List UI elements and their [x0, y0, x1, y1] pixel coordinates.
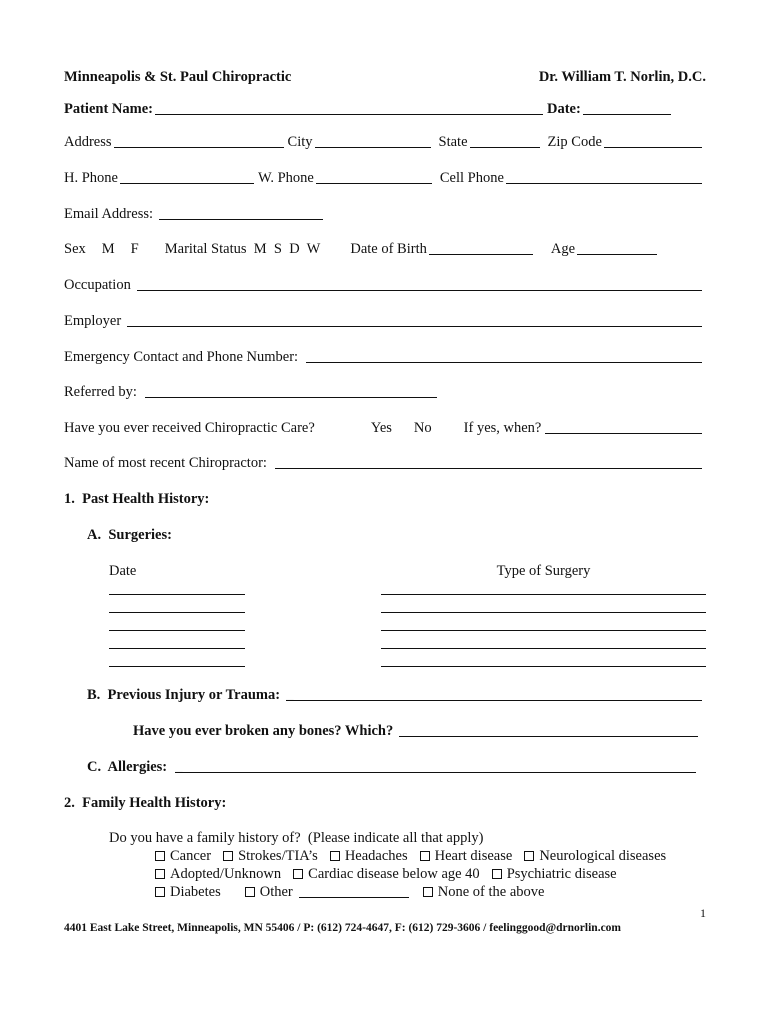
- surgery-type-field[interactable]: [381, 594, 706, 595]
- adopted-label: Adopted/Unknown: [170, 866, 282, 882]
- sex-label: Sex: [64, 241, 86, 257]
- allergies-label: C. Allergies:: [87, 759, 168, 775]
- patient-name-row: [64, 98, 706, 118]
- chiro-yes-option[interactable]: Yes: [370, 420, 392, 436]
- recent-chiro-label: Name of most recent Chiropractor:: [64, 455, 267, 471]
- family-options-row-3: [155, 881, 706, 901]
- heart-disease-checkbox[interactable]: [420, 851, 430, 861]
- chiro-care-row: [64, 417, 706, 437]
- address-row: [64, 131, 706, 151]
- state-label: State: [438, 134, 468, 150]
- emergency-row: [64, 346, 706, 366]
- date-field[interactable]: [583, 100, 671, 115]
- surgeries-heading: A. Surgeries:: [87, 527, 172, 543]
- sex-m-option[interactable]: M: [101, 241, 115, 257]
- surgeries-heading-row: [87, 524, 706, 544]
- home-phone-field[interactable]: [120, 169, 254, 184]
- referred-field[interactable]: [145, 383, 437, 398]
- diabetes-checkbox[interactable]: [155, 887, 165, 897]
- age-field[interactable]: [577, 240, 657, 255]
- broken-bones-question: Have you ever broken any bones? Which?: [133, 723, 394, 739]
- email-row: [64, 203, 706, 223]
- family-options-row-1: [155, 845, 730, 865]
- city-label: City: [287, 134, 313, 150]
- doctor-name: Dr. William T. Norlin, D.C.: [538, 69, 706, 85]
- occupation-row: [64, 274, 706, 294]
- injury-field[interactable]: [293, 686, 702, 701]
- surgery-date-field[interactable]: [109, 594, 245, 595]
- surgery-date-field[interactable]: [109, 648, 245, 649]
- email-label: Email Address:: [64, 206, 154, 222]
- family-question: Do you have a family history of? (Please indicate all that apply): [109, 830, 484, 846]
- heart-disease-label: Heart disease: [434, 848, 513, 864]
- injury-row: [87, 684, 706, 704]
- diabetes-label: Diabetes: [170, 884, 221, 900]
- age-label: Age: [550, 241, 576, 257]
- strokes-checkbox[interactable]: [223, 851, 233, 861]
- cancer-checkbox[interactable]: [155, 851, 165, 861]
- home-phone-label: H. Phone: [64, 170, 118, 186]
- other-label: Other: [259, 884, 293, 900]
- surgery-date-field[interactable]: [109, 666, 245, 667]
- headaches-checkbox[interactable]: [330, 851, 340, 861]
- allergies-underscore: _: [175, 759, 183, 775]
- psychiatric-checkbox[interactable]: [492, 869, 502, 879]
- allergies-row: [87, 756, 700, 776]
- other-field[interactable]: [299, 883, 409, 898]
- injury-label: B. Previous Injury or Trauma:: [87, 687, 281, 703]
- city-field[interactable]: [315, 133, 431, 148]
- date-label: Date:: [546, 101, 581, 117]
- psychiatric-label: Psychiatric disease: [506, 866, 617, 882]
- surgery-date-header-row: [109, 560, 249, 580]
- marital-status-options[interactable]: Marital Status M S D W: [164, 241, 321, 257]
- footer-contact: 4401 East Lake Street, Minneapolis, MN 55406 / P: (612) 724-4647, F: (612) 729-3606 / feelinggood@drnorlin.com: [64, 922, 622, 934]
- adopted-checkbox[interactable]: [155, 869, 165, 879]
- recent-chiro-field[interactable]: [275, 454, 702, 469]
- surgery-type-header: Type of Surgery: [496, 563, 591, 579]
- zip-field[interactable]: [604, 133, 702, 148]
- none-label: None of the above: [437, 884, 545, 900]
- section-2-title: 2. Family Health History:: [64, 795, 227, 811]
- surgery-date-field[interactable]: [109, 630, 245, 631]
- neurological-checkbox[interactable]: [524, 851, 534, 861]
- recent-chiro-row: [64, 452, 706, 472]
- emergency-field[interactable]: [306, 348, 702, 363]
- dob-field[interactable]: [429, 240, 533, 255]
- employer-row: [64, 310, 706, 330]
- family-question-row: [109, 827, 706, 847]
- allergies-field[interactable]: [182, 758, 696, 773]
- strokes-label: Strokes/TIA’s: [238, 848, 318, 864]
- state-field[interactable]: [470, 133, 540, 148]
- section-past-health-history: [64, 488, 706, 508]
- referred-row: [64, 381, 706, 401]
- section-1-title: 1. Past Health History:: [64, 491, 210, 507]
- phones-row: [64, 167, 706, 187]
- employer-field[interactable]: [127, 312, 702, 327]
- family-options-row-2: [155, 863, 706, 883]
- cell-phone-label: Cell Phone: [439, 170, 504, 186]
- headaches-label: Headaches: [344, 848, 408, 864]
- surgery-type-field[interactable]: [381, 648, 706, 649]
- if-yes-label: If yes, when?: [463, 420, 542, 436]
- occupation-label: Occupation: [64, 277, 131, 293]
- injury-underscore: _: [286, 687, 294, 703]
- email-field[interactable]: [159, 205, 323, 220]
- cardiac-checkbox[interactable]: [293, 869, 303, 879]
- demographics-row: [64, 238, 706, 258]
- surgery-type-header-row: [381, 560, 706, 580]
- broken-bones-row: [133, 720, 702, 740]
- occupation-field[interactable]: [137, 276, 702, 291]
- page-number: 1: [700, 906, 706, 920]
- address-field[interactable]: [114, 133, 284, 148]
- clinic-name: Minneapolis & St. Paul Chiropractic: [64, 69, 292, 85]
- patient-name-field[interactable]: [155, 100, 543, 115]
- broken-bones-field[interactable]: [399, 722, 698, 737]
- patient-name-label: Patient Name:: [64, 101, 153, 117]
- address-label: Address: [64, 134, 112, 150]
- emergency-label: Emergency Contact and Phone Number:: [64, 349, 299, 365]
- chiro-no-option[interactable]: No: [413, 420, 432, 436]
- surgery-date-header: Date: [109, 563, 137, 579]
- zip-label: Zip Code: [547, 134, 602, 150]
- form-header: [64, 66, 706, 86]
- neurological-label: Neurological diseases: [539, 848, 667, 864]
- if-yes-field[interactable]: [545, 419, 702, 434]
- cardiac-label: Cardiac disease below age 40: [308, 866, 480, 882]
- none-checkbox[interactable]: [423, 887, 433, 897]
- surgery-type-field[interactable]: [381, 630, 706, 631]
- employer-label: Employer: [64, 313, 122, 329]
- cell-phone-field[interactable]: [506, 169, 702, 184]
- surgery-type-field[interactable]: [381, 666, 706, 667]
- section-family-health-history: [64, 792, 706, 812]
- chiro-care-question: Have you ever received Chiropractic Care?: [64, 420, 315, 436]
- surgery-date-field[interactable]: [109, 612, 245, 613]
- cancer-label: Cancer: [170, 848, 212, 864]
- other-checkbox[interactable]: [245, 887, 255, 897]
- work-phone-label: W. Phone: [257, 170, 314, 186]
- sex-f-option[interactable]: F: [130, 241, 139, 257]
- referred-label: Referred by:: [64, 384, 137, 400]
- dob-label: Date of Birth: [350, 241, 427, 257]
- work-phone-field[interactable]: [316, 169, 432, 184]
- surgery-type-field[interactable]: [381, 612, 706, 613]
